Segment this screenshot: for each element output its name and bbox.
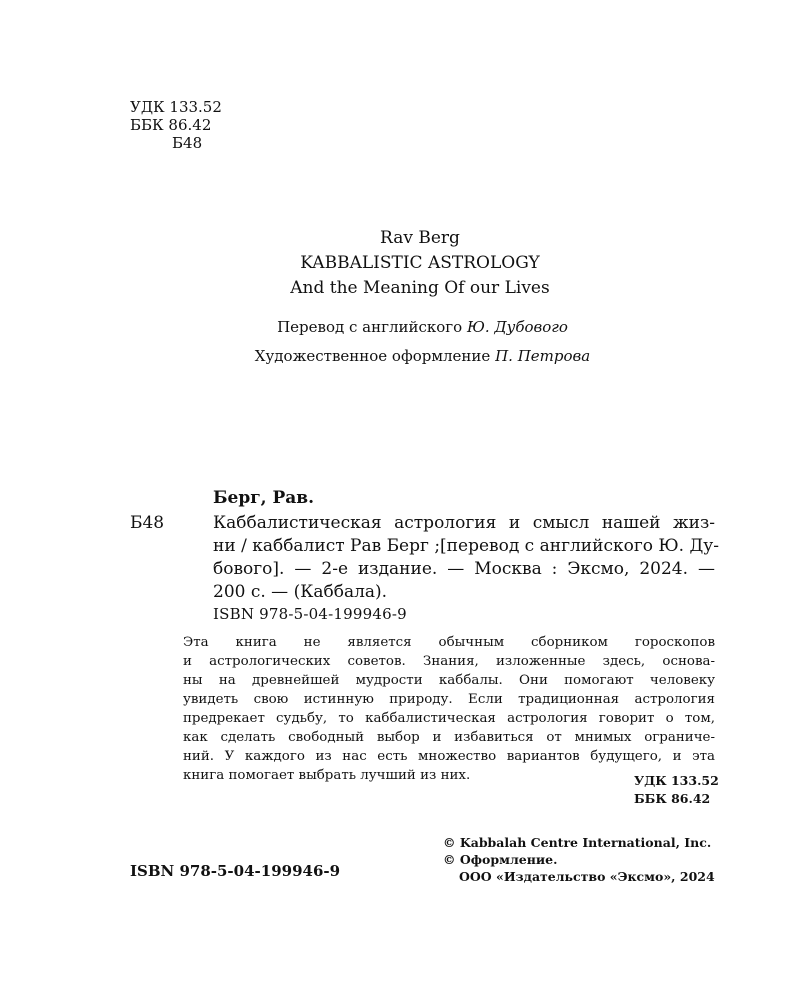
translator-name: Ю. Дубового <box>466 318 568 336</box>
translation-label: Перевод с английского <box>277 318 463 336</box>
design-credit <box>0 347 800 365</box>
annotation-line: и астрологических советов. Знания, изложенные здесь, основа- <box>183 654 715 669</box>
bottom-bbk-code: ББК 86.42 <box>634 791 711 806</box>
author-mark-code: Б48 <box>172 134 203 152</box>
classification-codes <box>130 98 222 152</box>
designer-name: П. Петрова <box>495 347 591 365</box>
catalog-author-mark: Б48 <box>130 513 165 533</box>
annotation-line: ны на древнейшей мудрости каббалы. Они помогают человеку <box>183 673 715 688</box>
catalog-line: 200 с. — (Каббала). <box>213 582 388 602</box>
catalog-isbn: ISBN 978-5-04-199946-9 <box>213 605 407 623</box>
catalog-heading: Берг, Рав. <box>213 488 315 508</box>
bottom-classification-codes <box>634 772 719 808</box>
footer-isbn: ISBN 978-5-04-199946-9 <box>130 862 341 880</box>
annotation-line: как сделать свободный выбор и избавиться от мнимых ограниче- <box>183 730 715 745</box>
copyright-block <box>443 834 715 885</box>
design-label: Художественное оформление <box>254 347 491 365</box>
translation-credit <box>0 318 800 336</box>
annotation-line: Эта книга не является обычным сборником гороскопов <box>183 635 715 650</box>
bbk-code: ББК 86.42 <box>130 116 212 134</box>
catalog-line: ни / каббалист Рав Берг ;[перевод с английского Ю. Ду- <box>213 536 720 556</box>
annotation-line: книга помогает выбрать лучший из них. <box>183 768 471 783</box>
copyright-line: ООО «Издательство «Эксмо», 2024 <box>459 869 715 884</box>
catalog-line: бового]. — 2-е издание. — Москва : Эксмо, 2024. — <box>213 559 715 579</box>
catalog-line: Каббалистическая астрология и смысл нашей жиз- <box>213 513 715 533</box>
annotation-line: предрекает судьбу, то каббалистическая астрология говорит о том, <box>183 711 715 726</box>
udk-code: УДК 133.52 <box>130 98 222 116</box>
copyright-line: © Kabbalah Centre International, Inc. <box>443 835 712 850</box>
annotation-line: увидеть свою истинную природу. Если традиционная астрология <box>183 692 715 707</box>
catalog-description <box>213 512 720 604</box>
original-subtitle: And the Meaning Of our Lives <box>290 278 550 298</box>
bottom-udk-code: УДК 133.52 <box>634 773 719 788</box>
original-title: KABBALISTIC ASTROLOGY <box>300 253 540 273</box>
copyright-line: © Оформление. <box>443 852 558 867</box>
original-author: Rav Berg <box>380 228 460 248</box>
annotation-line: ний. У каждого из нас есть множество вариантов будущего, и эта <box>183 749 715 764</box>
annotation <box>183 633 715 785</box>
original-edition <box>0 226 800 301</box>
